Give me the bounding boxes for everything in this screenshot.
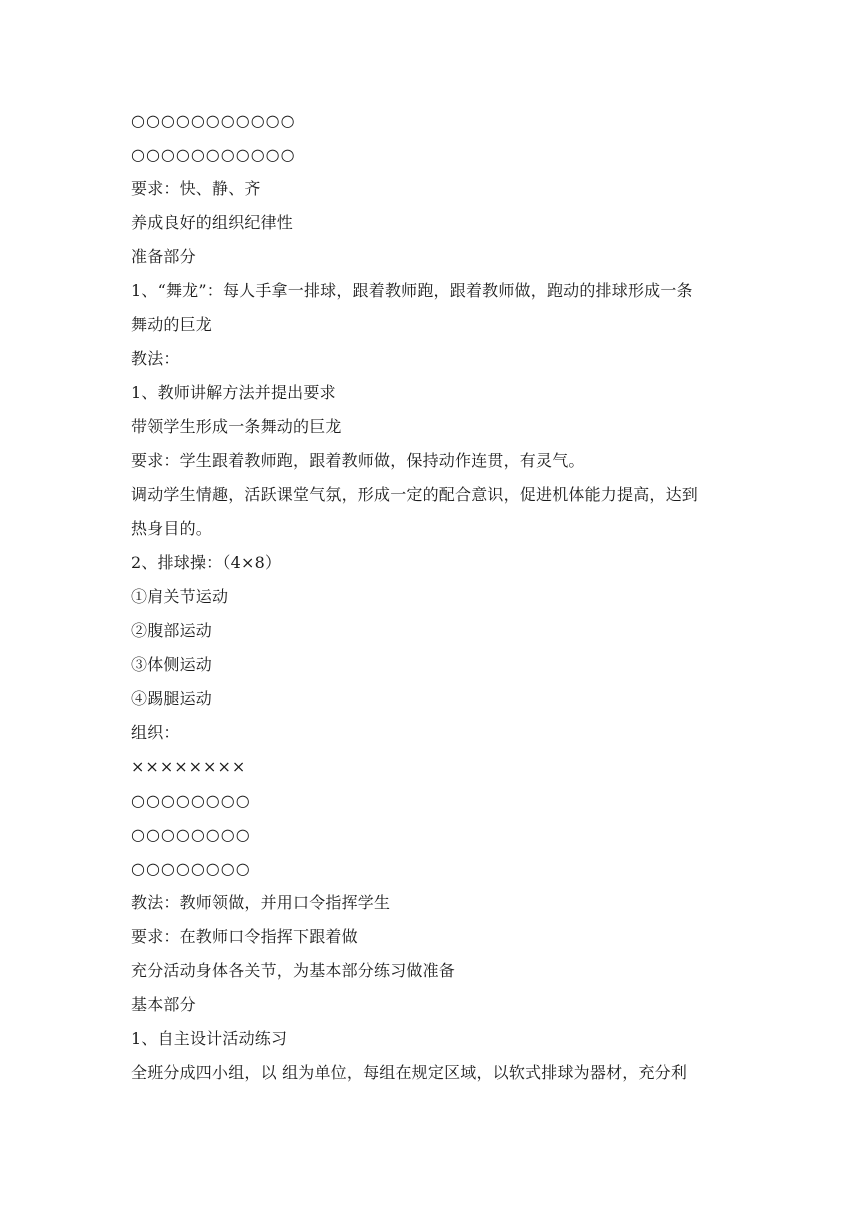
volleyball-exercise-heading: 2、排球操：（4×8） [131,553,282,572]
purpose-line-1: 调动学生情趣，活跃课堂气氛，形成一定的配合意识，促进机体能力提高，达到 [131,485,699,504]
formation-row-2: ○○○○○○○○○○○ [131,145,296,164]
teaching-method-1: 1、教师讲解方法并提出要求 [131,383,336,402]
teaching-method-lead: 教法：教师领做，并用口令指挥学生 [131,893,391,912]
teaching-method-label: 教法： [131,349,180,368]
student-row-3: ○○○○○○○○ [131,859,251,878]
exercise-item-2: ②腹部运动 [131,621,213,640]
section-heading-preparation: 准备部分 [131,247,196,266]
exercise-item-4: ④踢腿运动 [131,689,213,708]
discipline-line: 养成良好的组织纪律性 [131,213,294,232]
purpose-line-2: 热身目的。 [131,519,213,538]
organization-label: 组织： [131,723,180,742]
section-heading-basic: 基本部分 [131,995,196,1014]
teaching-method-2: 带领学生形成一条舞动的巨龙 [131,417,342,436]
dragon-dance-line-1: 1、“舞龙”：每人手拿一排球，跟着教师跑，跟着教师做，跑动的排球形成一条 [131,281,693,300]
formation-row-1: ○○○○○○○○○○○ [131,111,296,130]
student-row-1: ○○○○○○○○ [131,791,251,810]
dragon-dance-line-2: 舞动的巨龙 [131,315,213,334]
self-design-activity: 1、自主设计活动练习 [131,1029,288,1048]
requirement-command: 要求：在教师口令指挥下跟着做 [131,927,358,946]
group-division-line: 全班分成四小组，以 组为单位，每组在规定区域，以软式排球为器材，充分利 [131,1063,688,1082]
joint-warmup-line: 充分活动身体各关节，为基本部分练习做准备 [131,961,456,980]
document-page [131,104,731,1090]
student-row-2: ○○○○○○○○ [131,825,251,844]
exercise-item-1: ①肩关节运动 [131,587,229,606]
exercise-item-3: ③体侧运动 [131,655,213,674]
requirement-follow-line: 要求：学生跟着教师跑，跟着教师做，保持动作连贯，有灵气。 [131,451,585,470]
teacher-row: ×××××××× [131,757,247,776]
requirement-line: 要求：快、静、齐 [131,179,261,198]
